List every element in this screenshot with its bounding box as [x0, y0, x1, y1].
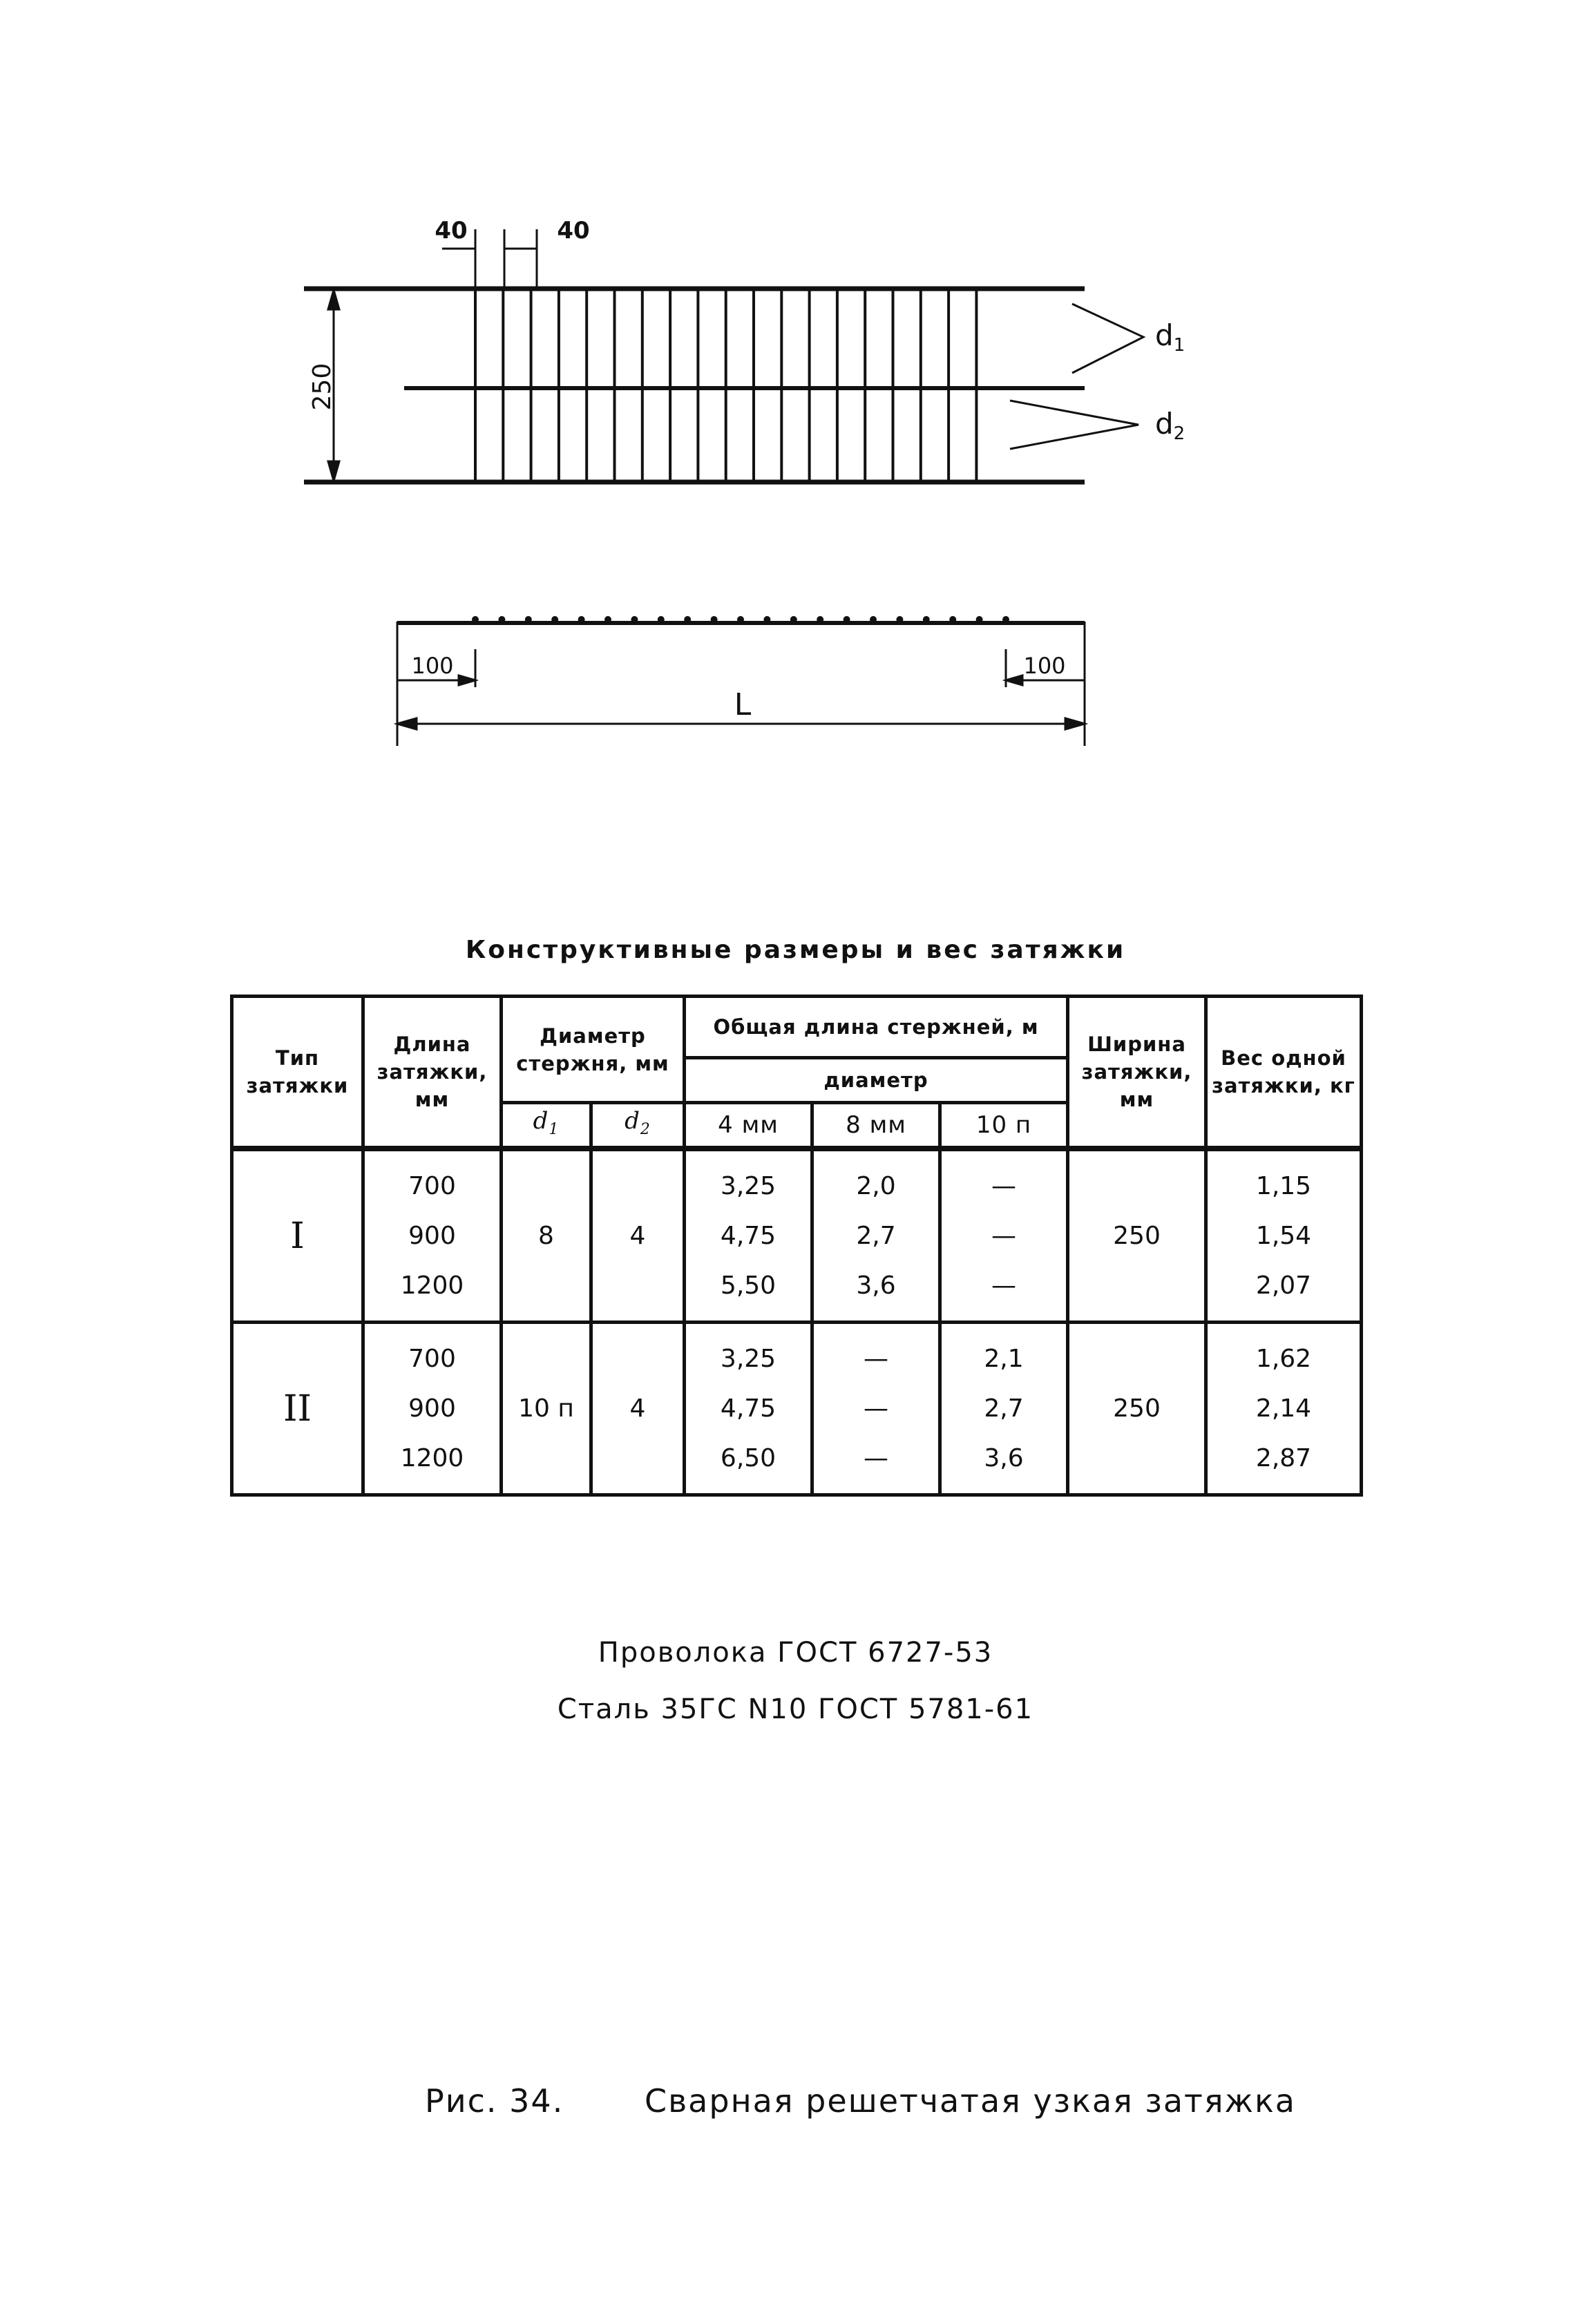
crossbar-dot — [551, 616, 558, 623]
side-view-drawing — [0, 580, 1591, 760]
crossbar-dot — [658, 616, 665, 623]
cell-d1: 10 п — [502, 1323, 591, 1495]
cell-len-4mm: 3,25 4,75 5,50 — [685, 1149, 812, 1323]
table-row-type-I — [232, 1149, 1362, 1323]
figure-caption — [425, 2082, 1296, 2120]
figure-title: Сварная решетчатая узкая затяжка — [644, 2082, 1296, 2120]
side-view-crossbar-dots — [472, 616, 1009, 623]
dim-offset-right: 100 — [1023, 653, 1066, 679]
header-10p: 10 п — [940, 1103, 1068, 1149]
cell-width: 250 — [1068, 1323, 1206, 1495]
cell-lengths: 700 900 1200 — [363, 1323, 502, 1495]
header-length: Длина затяжки, мм — [363, 997, 502, 1149]
crossbar-dot — [1002, 616, 1009, 623]
crossbar-dot — [763, 616, 770, 623]
cell-weights: 1,15 1,54 2,07 — [1206, 1149, 1362, 1323]
crossbar-dot — [737, 616, 744, 623]
cell-type: I — [232, 1149, 363, 1323]
header-total-length: Общая длина стержней, м — [685, 997, 1068, 1058]
crossbar-dot — [896, 616, 903, 623]
dim-height-250: 250 — [308, 363, 336, 411]
dim-spacing-left: 40 — [435, 217, 468, 244]
crossbar-dot — [604, 616, 611, 623]
crossbar-dot — [578, 616, 585, 623]
dim-spacing-right: 40 — [557, 217, 590, 244]
dim-length-L: L — [734, 687, 752, 722]
plan-view-drawing — [0, 0, 1591, 525]
cell-width: 250 — [1068, 1149, 1206, 1323]
crossbar-dot — [870, 616, 877, 623]
cell-lengths: 700 900 1200 — [363, 1149, 502, 1323]
crossbar-dot — [472, 616, 479, 623]
header-d2: $d_2$ — [591, 1103, 685, 1149]
header-d1: $d_1$ — [502, 1103, 591, 1149]
cell-d2: 4 — [591, 1149, 685, 1323]
cell-len-8mm: — — — — [812, 1323, 940, 1495]
cell-len-8mm: 2,0 2,7 3,6 — [812, 1149, 940, 1323]
header-weight: Вес одной затяжки, кг — [1206, 997, 1362, 1149]
crossbar-dot — [817, 616, 823, 623]
cell-d2: 4 — [591, 1323, 685, 1495]
label-d2: d2 — [1155, 407, 1185, 444]
cell-len-10p: — — — — [940, 1149, 1068, 1323]
table-row-type-II — [232, 1323, 1362, 1495]
crossbar-dot — [923, 616, 930, 623]
table-title: Конструктивные размеры и вес затяжки — [465, 936, 1126, 964]
crossbar-dot — [631, 616, 638, 623]
cell-len-4mm: 3,25 4,75 6,50 — [685, 1323, 812, 1495]
crossbar-dot — [525, 616, 532, 623]
note-steel-standard: Сталь 35ГС N10 ГОСТ 5781-61 — [557, 1693, 1034, 1725]
header-width: Ширина затяжки, мм — [1068, 997, 1206, 1149]
cross-bars — [475, 289, 976, 482]
figure-number: Рис. 34. — [425, 2082, 564, 2120]
crossbar-dot — [498, 616, 505, 623]
header-type: Тип затяжки — [232, 997, 363, 1149]
header-4mm: 4 мм — [685, 1103, 812, 1149]
spec-table — [230, 995, 1363, 1497]
crossbar-dot — [711, 616, 718, 623]
crossbar-dot — [790, 616, 797, 623]
crossbar-dot — [949, 616, 956, 623]
cell-len-10p: 2,1 2,7 3,6 — [940, 1323, 1068, 1495]
cell-type: II — [232, 1323, 363, 1495]
note-wire-standard: Проволока ГОСТ 6727-53 — [598, 1637, 993, 1669]
crossbar-dot — [844, 616, 850, 623]
cell-d1: 8 — [502, 1149, 591, 1323]
crossbar-dot — [684, 616, 691, 623]
cell-weights: 1,62 2,14 2,87 — [1206, 1323, 1362, 1495]
header-diameter-sub: диаметр — [685, 1058, 1068, 1103]
label-d1: d1 — [1155, 318, 1185, 356]
dim-offset-left: 100 — [411, 653, 454, 679]
header-diameter: Диаметр стержня, мм — [502, 997, 685, 1103]
crossbar-dot — [976, 616, 983, 623]
header-8mm: 8 мм — [812, 1103, 940, 1149]
